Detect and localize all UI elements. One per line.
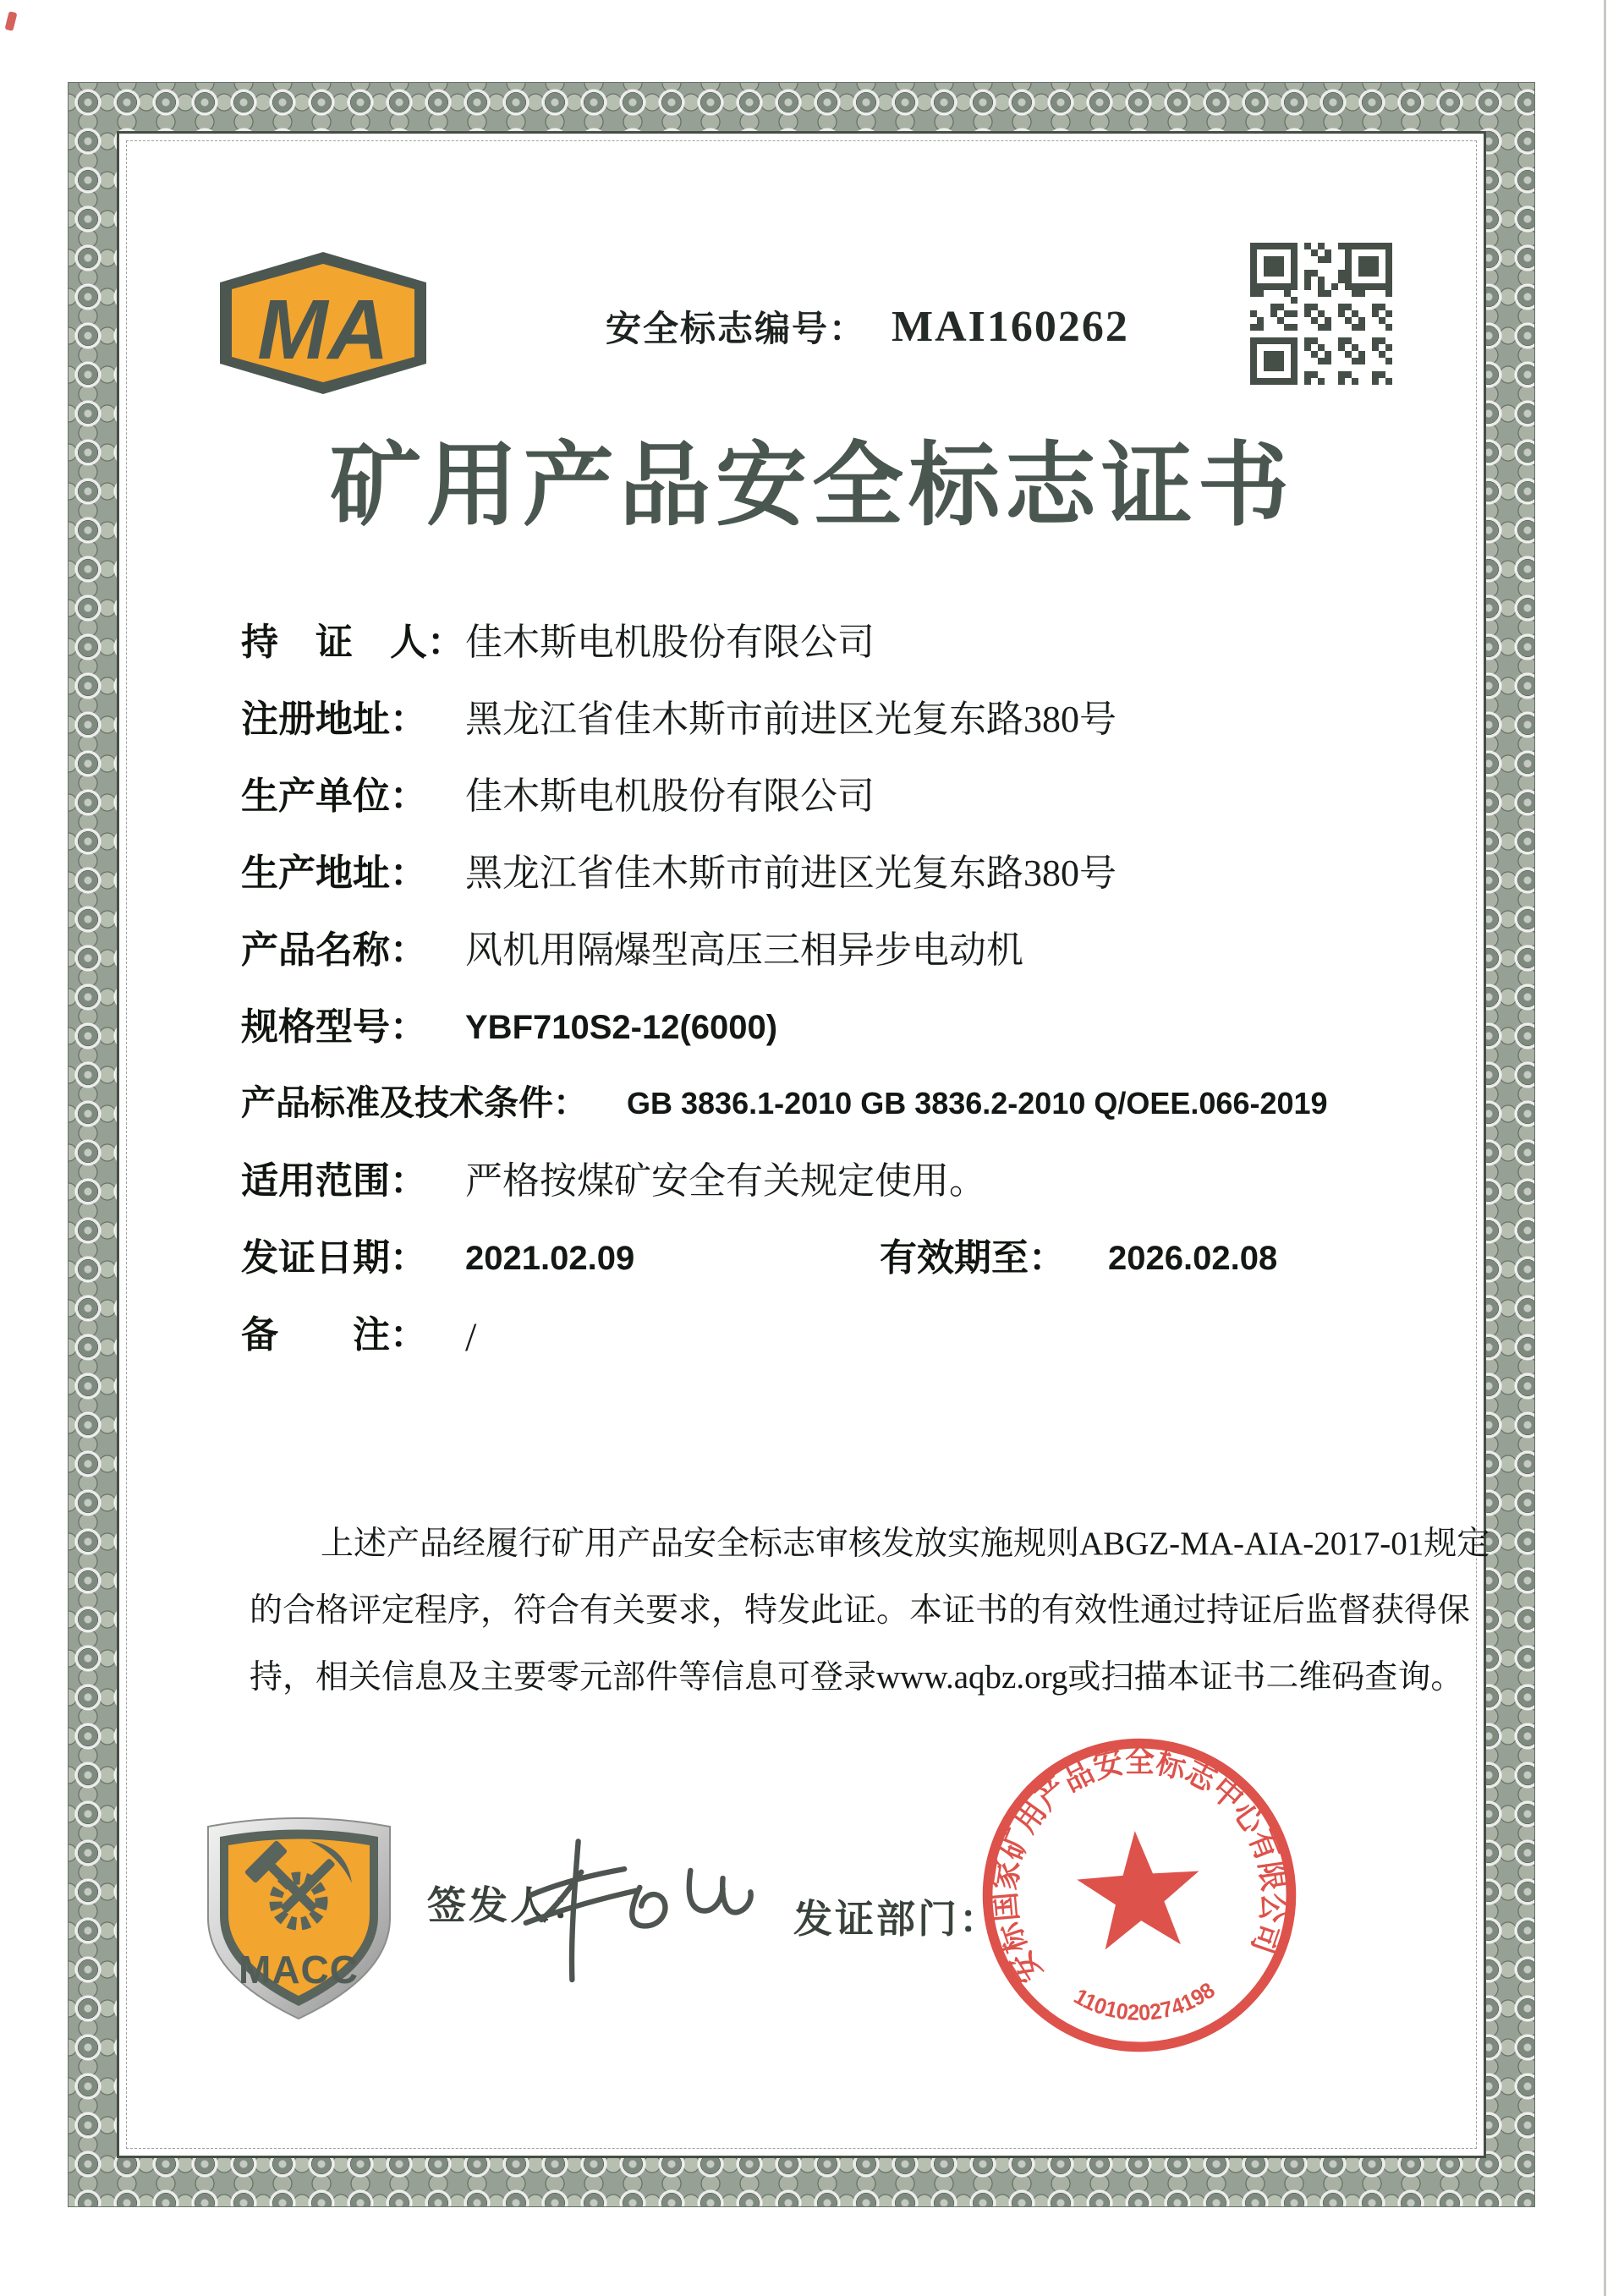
field-row-registered-address <box>241 699 1442 775</box>
field-row-certificate-holder <box>241 622 1442 699</box>
valid-until-label: 有效期至： <box>880 1237 1066 1279</box>
field-row-product-name <box>241 929 1442 1006</box>
field-label: 持 证 人： <box>241 622 464 663</box>
field-value: 黑龙江省佳木斯市前进区光复东路380号 <box>465 699 1116 740</box>
stamp-ring-text: 安标国家矿用产品安全标志中心有限公司 <box>985 1742 1293 1989</box>
valid-until-value: 2026.02.08 <box>1108 1240 1278 1277</box>
field-row-production-address <box>241 852 1442 929</box>
field-row-remark <box>241 1314 1442 1391</box>
issuing-department-label: 发证部门： <box>793 1898 1001 1941</box>
issue-date-label: 发证日期： <box>241 1237 427 1279</box>
field-row-dates <box>241 1237 1442 1314</box>
field-label: 生产单位： <box>241 775 427 817</box>
statement-line-1: 上述产品经履行矿用产品安全标志审核发放实施规则ABGZ-MA-AIA-2017-01规定 <box>321 1526 1490 1562</box>
field-row-manufacturer <box>241 775 1442 852</box>
field-value: 佳木斯电机股份有限公司 <box>465 775 875 817</box>
ma-logo-text: MA <box>257 282 389 377</box>
field-value: YBF710S2-12(6000) <box>465 1009 778 1046</box>
field-label: 产品名称： <box>241 929 427 971</box>
remark-label: 备 注： <box>241 1314 427 1356</box>
issue-date-value: 2021.02.09 <box>465 1240 635 1277</box>
certificate-statement <box>250 1510 1490 1711</box>
field-label: 适用范围： <box>241 1160 427 1202</box>
certificate-number-value: MAI160262 <box>892 303 1129 351</box>
star-icon <box>1074 1827 1204 1951</box>
macc-shield-logo <box>203 1810 395 2024</box>
field-label: 规格型号： <box>241 1006 427 1048</box>
certificate-number-label: 安全标志编号： <box>606 310 867 349</box>
signature <box>508 1823 761 2001</box>
field-label: 产品标准及技术条件： <box>241 1083 588 1122</box>
field-row-standards <box>241 1083 1442 1160</box>
scan-page-edge <box>1604 0 1606 2296</box>
field-row-model <box>241 1006 1442 1083</box>
statement-line-2: 的合格评定程序，符合有关要求，特发此证。本证书的有效性通过持证后监督获得保 <box>250 1592 1471 1629</box>
official-stamp <box>974 1730 1304 2060</box>
certificate-number-line <box>606 301 1129 353</box>
ma-logo <box>211 247 435 399</box>
scan-red-speck <box>4 11 17 31</box>
field-row-scope <box>241 1160 1442 1237</box>
macc-logo-text: MACC <box>239 1948 359 1992</box>
field-label: 注册地址： <box>241 699 427 740</box>
remark-value: / <box>465 1315 477 1360</box>
field-label: 生产地址： <box>241 852 427 894</box>
qr-code <box>1250 243 1392 385</box>
certificate-title: 矿用产品安全标志证书 <box>329 436 1294 537</box>
certificate-fields <box>241 622 1442 1391</box>
field-value: 黑龙江省佳木斯市前进区光复东路380号 <box>465 852 1116 894</box>
stamp-number: 1101020274198 <box>1069 1976 1221 2026</box>
field-value: 佳木斯电机股份有限公司 <box>465 622 875 663</box>
svg-text:1101020274198 <box>1068 1974 1221 2030</box>
field-value: 严格按煤矿安全有关规定使用。 <box>465 1160 986 1202</box>
field-value: 风机用隔爆型高压三相异步电动机 <box>465 929 1023 971</box>
statement-line-3: 持，相关信息及主要零元部件等信息可登录www.aqbz.org或扫描本证书二维码查询。 <box>250 1659 1464 1696</box>
issuer-label: 签发人： <box>427 1884 593 1927</box>
field-value: GB 3836.1-2010 GB 3836.2-2010 Q/OEE.066-2019 <box>627 1086 1328 1121</box>
